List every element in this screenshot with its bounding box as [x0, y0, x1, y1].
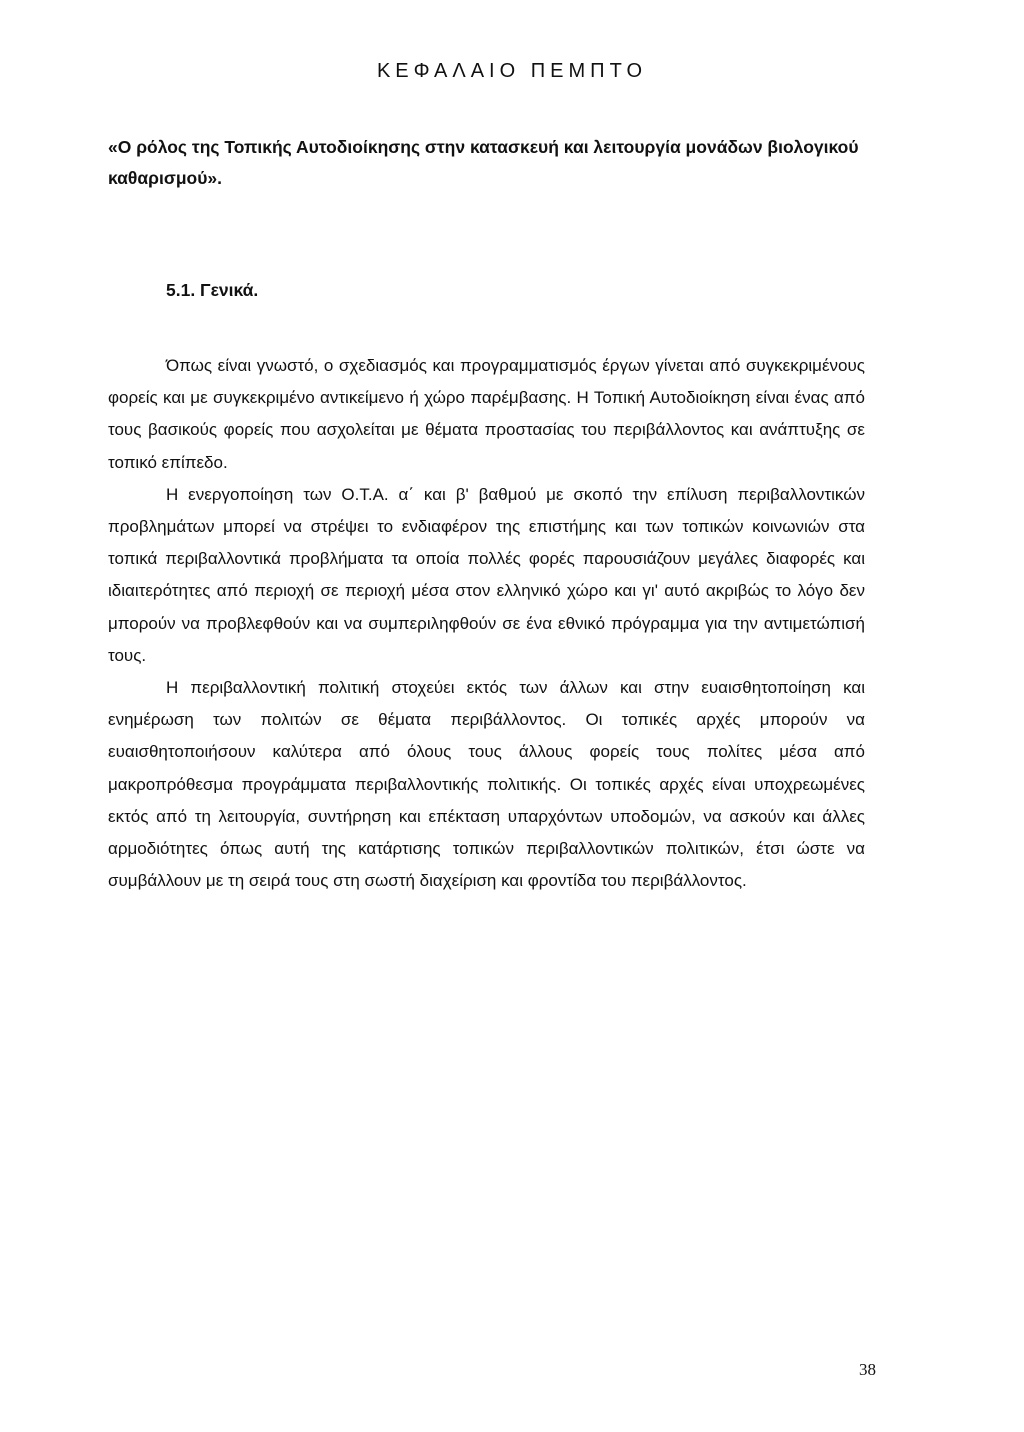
paragraph-2: Η ενεργοποίηση των Ο.Τ.Α. α΄ και β' βαθμού με σκοπό την επίλυση περιβαλλοντικών προβλημάτων μπορεί να στρέψει το ενδιαφέρον της επιστήμης και των τοπικών κοινωνιών στα τοπικά περιβαλλοντικά προβλήματα τα οποία πολλές φορές παρουσιάζουν μεγάλες διαφορές και ιδιαιτερότητες από περιοχή σε περιοχή μέσα στον ελληνικό χώρο και γι' αυτό ακριβώς το λόγο δεν μπορούν να προβλεφθούν και να συμπεριληφθούν σε ένα εθνικό πρόγραμμα για την αντιμετώπισή τους. — [108, 484, 865, 665]
paragraph-3: Η περιβαλλοντική πολιτική στοχεύει εκτός των άλλων και στην ευαισθητοποίηση και ενημέρωση των πολιτών σε θέματα περιβάλλοντος. Οι τοπικές αρχές μπορούν να ευαισθητοποιήσουν καλύτερα από όλους τους άλλους φορείς τους πολίτες μέσα από μακροπρόθεσμα προγράμματα περιβαλλοντικής πολιτικής. Οι τοπικές αρχές είναι υποχρεωμένες εκτός από τη λειτουργία, συντήρηση και επέκταση υπαρχόντων υποδομών, να ασκούν και άλλες αρμοδιότητες όπως αυτή της κατάρτισης τοπικών περιβαλλοντικών πολιτικών, έτσι ώστε να συμβάλλουν με τη σειρά τους στη σωστή διαχείριση και φροντίδα του περιβάλλοντος. — [108, 678, 865, 891]
body-text — [108, 350, 865, 897]
paragraph-1: Όπως είναι γνωστό, ο σχεδιασμός και προγραμματισμός έργων γίνεται από συγκεκριμένους φορείς και με συγκεκριμένο αντικείμενο ή χώρο παρέμβασης. Η Τοπική Αυτοδιοίκηση είναι ένας από τους βασικούς φορείς που ασχολείται με θέματα προστασίας του περιβάλλοντος και ανάπτυξης σε τοπικό επίπεδο. — [108, 356, 865, 472]
section-heading: 5.1. Γενικά. — [166, 280, 259, 300]
chapter-subtitle: «Ο ρόλος της Τοπικής Αυτοδιοίκησης στην κατασκευή και λειτουργία μονάδων βιολογικού καθαρισμού». — [108, 137, 859, 188]
page-number: 38 — [859, 1360, 876, 1379]
chapter-title: ΚΕΦΑΛΑΙΟ ΠΕΜΠΤΟ — [376, 60, 648, 82]
